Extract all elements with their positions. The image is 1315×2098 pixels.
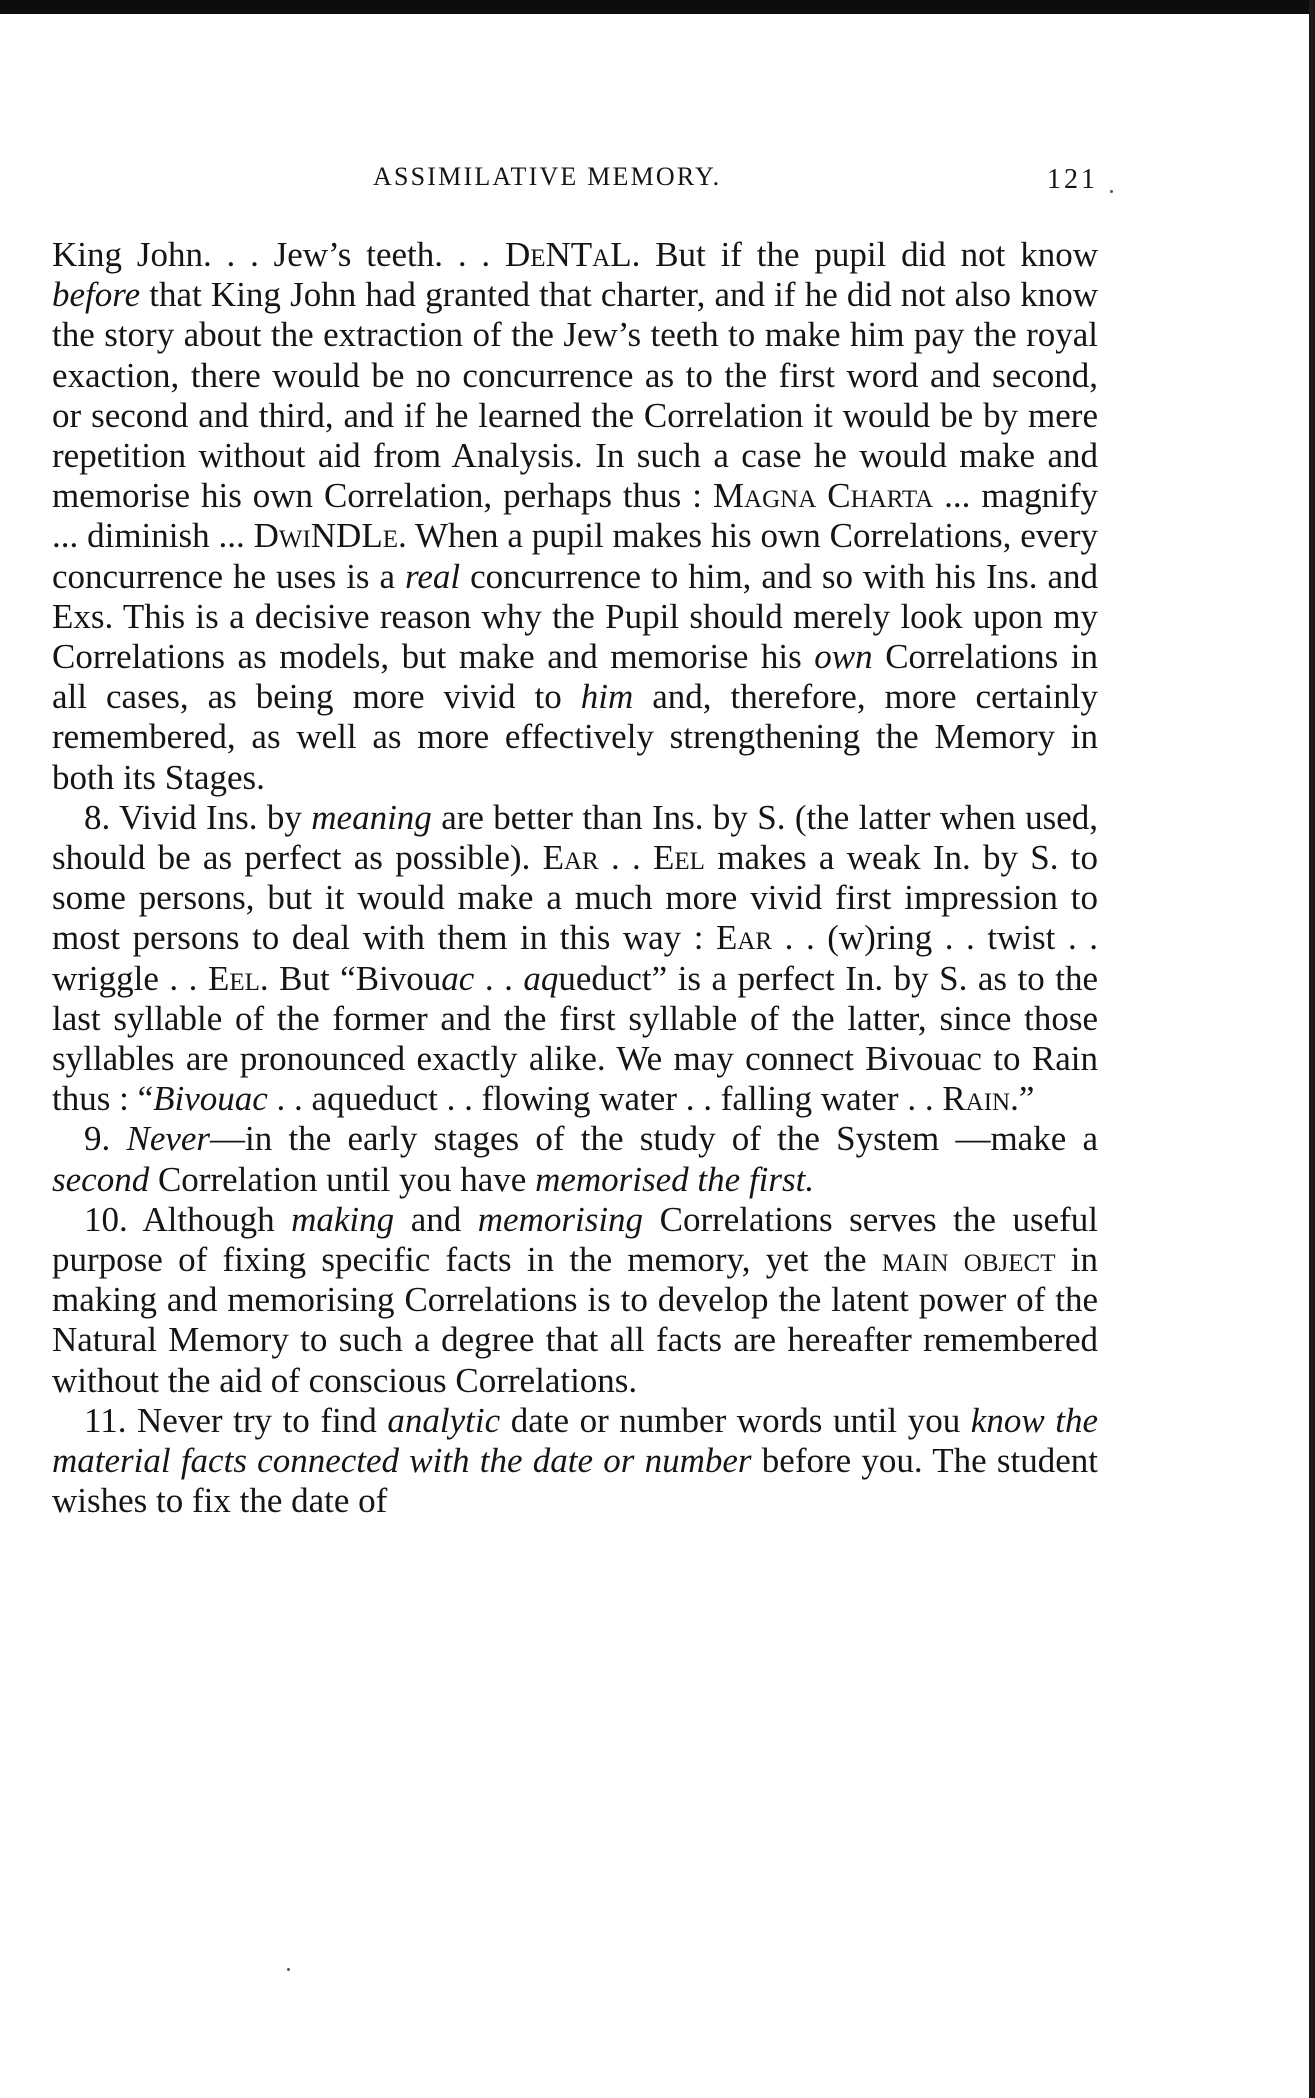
scan-right-edge — [1309, 0, 1315, 2098]
emphasis: real — [405, 556, 461, 596]
keyword-ear: Ear — [542, 838, 599, 878]
emphasis: making — [291, 1199, 395, 1239]
text-run: Correlation until you have — [149, 1159, 536, 1199]
text-run: makes a weak In. by S. to some persons, but it would make a much more vivid first impression to most persons to deal with them in this way : — [52, 838, 1098, 958]
paragraph-9 — [52, 1119, 1098, 1199]
text-run: ueduct” is a perfect In. by S. as to the last syllable of the former and the first syllable of the latter, since those syllables are pronounced exactly alike. We may connect Bivouac to Rain thus : “ — [52, 958, 1098, 1119]
running-head-title: ASSIMILATIVE MEMORY. — [373, 162, 722, 191]
text-run: and — [394, 1199, 478, 1239]
text-run: in making and memorising Correlations is to develop the latent power of the Natural Memory to such a degree that all facts are hereafter remembered without the aid of conscious Correlations. — [52, 1240, 1098, 1400]
keyword-magna-charta: Magna Charta — [712, 476, 934, 516]
paragraph-8 — [52, 798, 1098, 1120]
emphasis: Bivouac — [153, 1079, 268, 1119]
text-run: 8. Vivid Ins. by — [84, 797, 312, 837]
emphasis: aq — [523, 958, 559, 998]
text-run: But if the pupil did not know — [640, 235, 1098, 274]
emphasis: meaning — [311, 797, 432, 837]
scan-top-border — [0, 0, 1315, 14]
body-text — [52, 235, 1098, 1522]
text-run: 11. Never try to find — [84, 1400, 388, 1440]
emphasis: memorising — [477, 1199, 644, 1239]
text-run: . . aqueduct . . flowing water . . falling water . . — [267, 1079, 943, 1119]
emphasis: second — [52, 1159, 150, 1199]
text-run: ” — [1018, 1079, 1035, 1119]
keyword-ear: Ear — [716, 918, 773, 958]
text-run: concurrence to him, and so with his Ins. and Exs. This is a decisive reason why the Pupil should merely look upon my Correlations as models, but make and memorise his — [52, 556, 1098, 677]
emphasis: ac — [441, 958, 475, 998]
text-run: But “Bivou — [268, 958, 442, 998]
page-number: 121 — [1047, 164, 1098, 195]
text-run: Correlations serves the useful purpose of fixing specific facts in the memory, yet the — [52, 1199, 1098, 1280]
emphasis: memorised the first. — [535, 1159, 815, 1199]
text-run: King John. . . Jew’s teeth. . . — [52, 235, 505, 274]
paragraph-11 — [52, 1401, 1098, 1522]
emphasis: Never — [126, 1119, 211, 1159]
text-run: date or number words until you — [500, 1400, 971, 1440]
scan-speck — [287, 1968, 290, 1971]
text-run: . . — [598, 838, 654, 878]
text-run: —in the early stages of the study of the System —make a — [210, 1119, 1098, 1159]
paragraph-continued — [52, 235, 1098, 798]
text-run: that King John had granted that charter, and if he did not also know the story about the extraction of the Jew’s teeth to make him pay the royal exaction, there would be no concurrence as to the first word and second, or second and third, and if he learned the Correlation it would be by mere repetition without aid from Analysis. In such a case he would make and memorise his own Correlation, perhaps thus : — [52, 275, 1098, 516]
scan-speck — [1110, 190, 1113, 193]
emphasis: before — [52, 275, 141, 315]
text-run: 10. Although — [84, 1199, 292, 1239]
emphasis: analytic — [387, 1400, 501, 1440]
keyword-rain: Rain. — [942, 1079, 1019, 1119]
keyword-dwindle: DwiNDLe. — [253, 516, 407, 556]
text-run: When a pupil makes his own Correlations, every concurrence he uses is a — [52, 516, 1098, 596]
text-run: Correlations in all cases, as being more vivid to — [52, 637, 1098, 717]
keyword-eel: Eel. — [207, 958, 269, 998]
keyword-eel: Eel — [653, 838, 705, 878]
text-run: . . — [474, 958, 524, 998]
text-run: before you. The student wishes to fix the date of — [52, 1441, 1099, 1521]
text-run: and, therefore, more certainly remembered, as well as more effectively strengthening the Memory in both its Stages. — [52, 677, 1098, 797]
text-run: are better than Ins. by S. (the latter when used, should be as perfect as possible). — [52, 797, 1098, 878]
keyword-dental: DeNTaL. — [504, 235, 641, 274]
emphasis: him — [580, 677, 634, 717]
text-run: 9. — [84, 1119, 127, 1159]
text-run: ... magnify ... diminish ... — [52, 476, 1098, 556]
emphasis: know the material facts connected with the date or number — [52, 1400, 1099, 1481]
keyword-main-object: main object — [881, 1240, 1056, 1280]
paragraph-10 — [52, 1200, 1098, 1401]
running-head — [58, 158, 1098, 198]
text-run: . . (w)ring . . twist . . wriggle . . — [52, 918, 1098, 998]
emphasis: own — [814, 637, 873, 677]
